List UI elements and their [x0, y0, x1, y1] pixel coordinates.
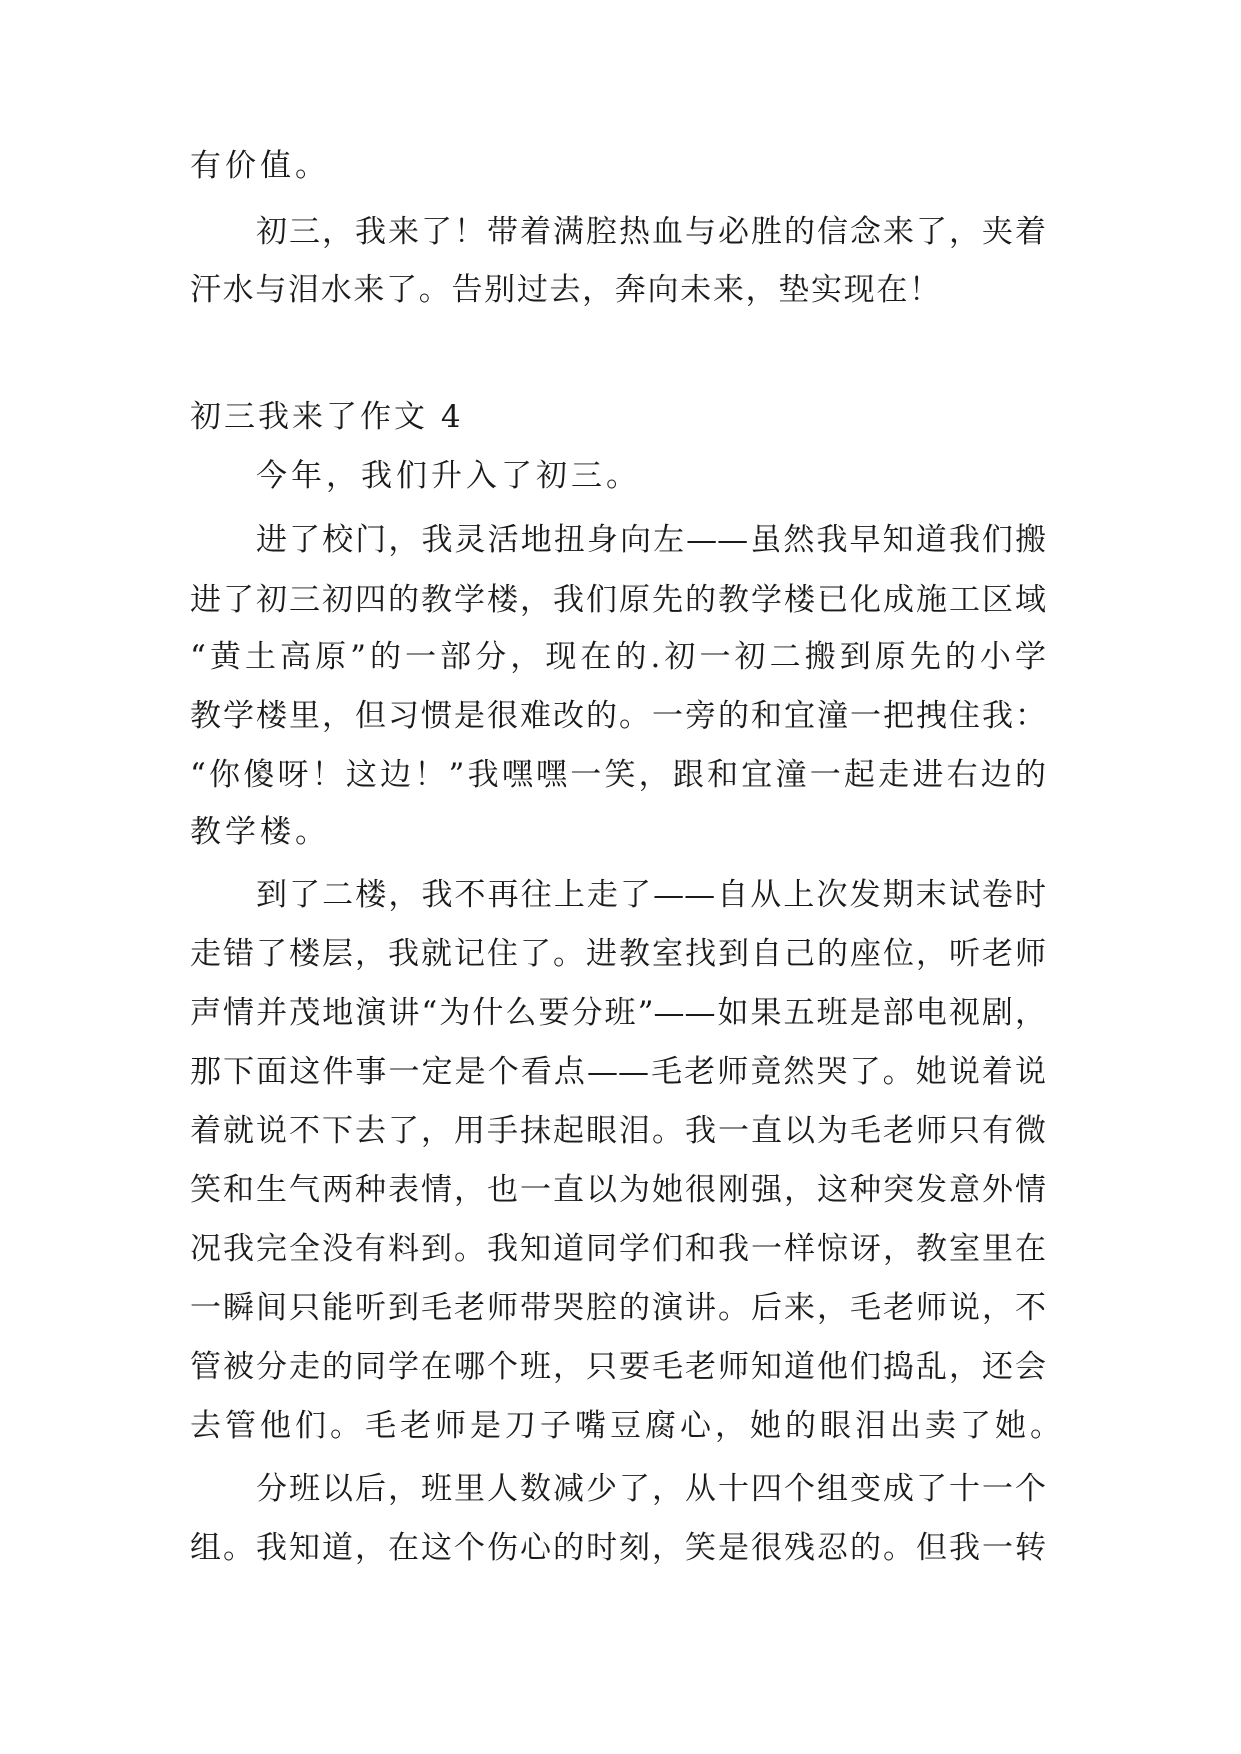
text-line: 今年，我们升入了初三。 — [256, 458, 641, 494]
text-line: 一瞬间只能听到毛老师带哭腔的演讲。后来，毛老师说，不 — [190, 1290, 1046, 1326]
text-line: 组。我知道，在这个伤心的时刻，笑是很残忍的。但我一转 — [190, 1530, 1046, 1566]
text-line: 况我完全没有料到。我知道同学们和我一样惊讶，教室里在 — [190, 1231, 1046, 1267]
text-line: “你傻呀！这边！”我嘿嘿一笑，跟和宜潼一起走进右边的 — [190, 757, 1046, 793]
text-line: 初三，我来了！带着满腔热血与必胜的信念来了，夹着 — [256, 214, 1046, 250]
text-line: 着就说不下去了，用手抹起眼泪。我一直以为毛老师只有微 — [190, 1113, 1046, 1149]
text-line: “黄土高原”的一部分，现在的.初一初二搬到原先的小学 — [190, 639, 1046, 675]
text-line: 管被分走的同学在哪个班，只要毛老师知道他们捣乱，还会 — [190, 1349, 1046, 1385]
text-line: 那下面这件事一定是个看点——毛老师竟然哭了。她说着说 — [190, 1054, 1046, 1090]
text-line: 到了二楼，我不再往上走了——自从上次发期末试卷时 — [256, 877, 1046, 913]
text-line: 去管他们。毛老师是刀子嘴豆腐心，她的眼泪出卖了她。 — [190, 1408, 1065, 1444]
section-heading: 初三我来了作文 4 — [190, 399, 464, 435]
text-line: 教学楼里，但习惯是很难改的。一旁的和宜潼一把拽住我： — [190, 698, 1046, 734]
text-line: 汗水与泪水来了。告别过去，奔向未来，垫实现在！ — [190, 272, 940, 308]
text-line: 声情并茂地演讲“为什么要分班”——如果五班是部电视剧， — [190, 995, 1046, 1031]
text-line: 进了初三初四的教学楼，我们原先的教学楼已化成施工区域 — [190, 582, 1046, 618]
text-line: 走错了楼层，我就记住了。进教室找到自己的座位，听老师 — [190, 936, 1046, 972]
text-line: 进了校门，我灵活地扭身向左——虽然我早知道我们搬 — [256, 522, 1046, 558]
text-line: 笑和生气两种表情，也一直以为她很刚强，这种突发意外情 — [190, 1172, 1046, 1208]
text-line: 有价值。 — [190, 148, 330, 184]
text-line: 教学楼。 — [190, 814, 330, 850]
text-line: 分班以后，班里人数减少了，从十四个组变成了十一个 — [256, 1471, 1046, 1507]
